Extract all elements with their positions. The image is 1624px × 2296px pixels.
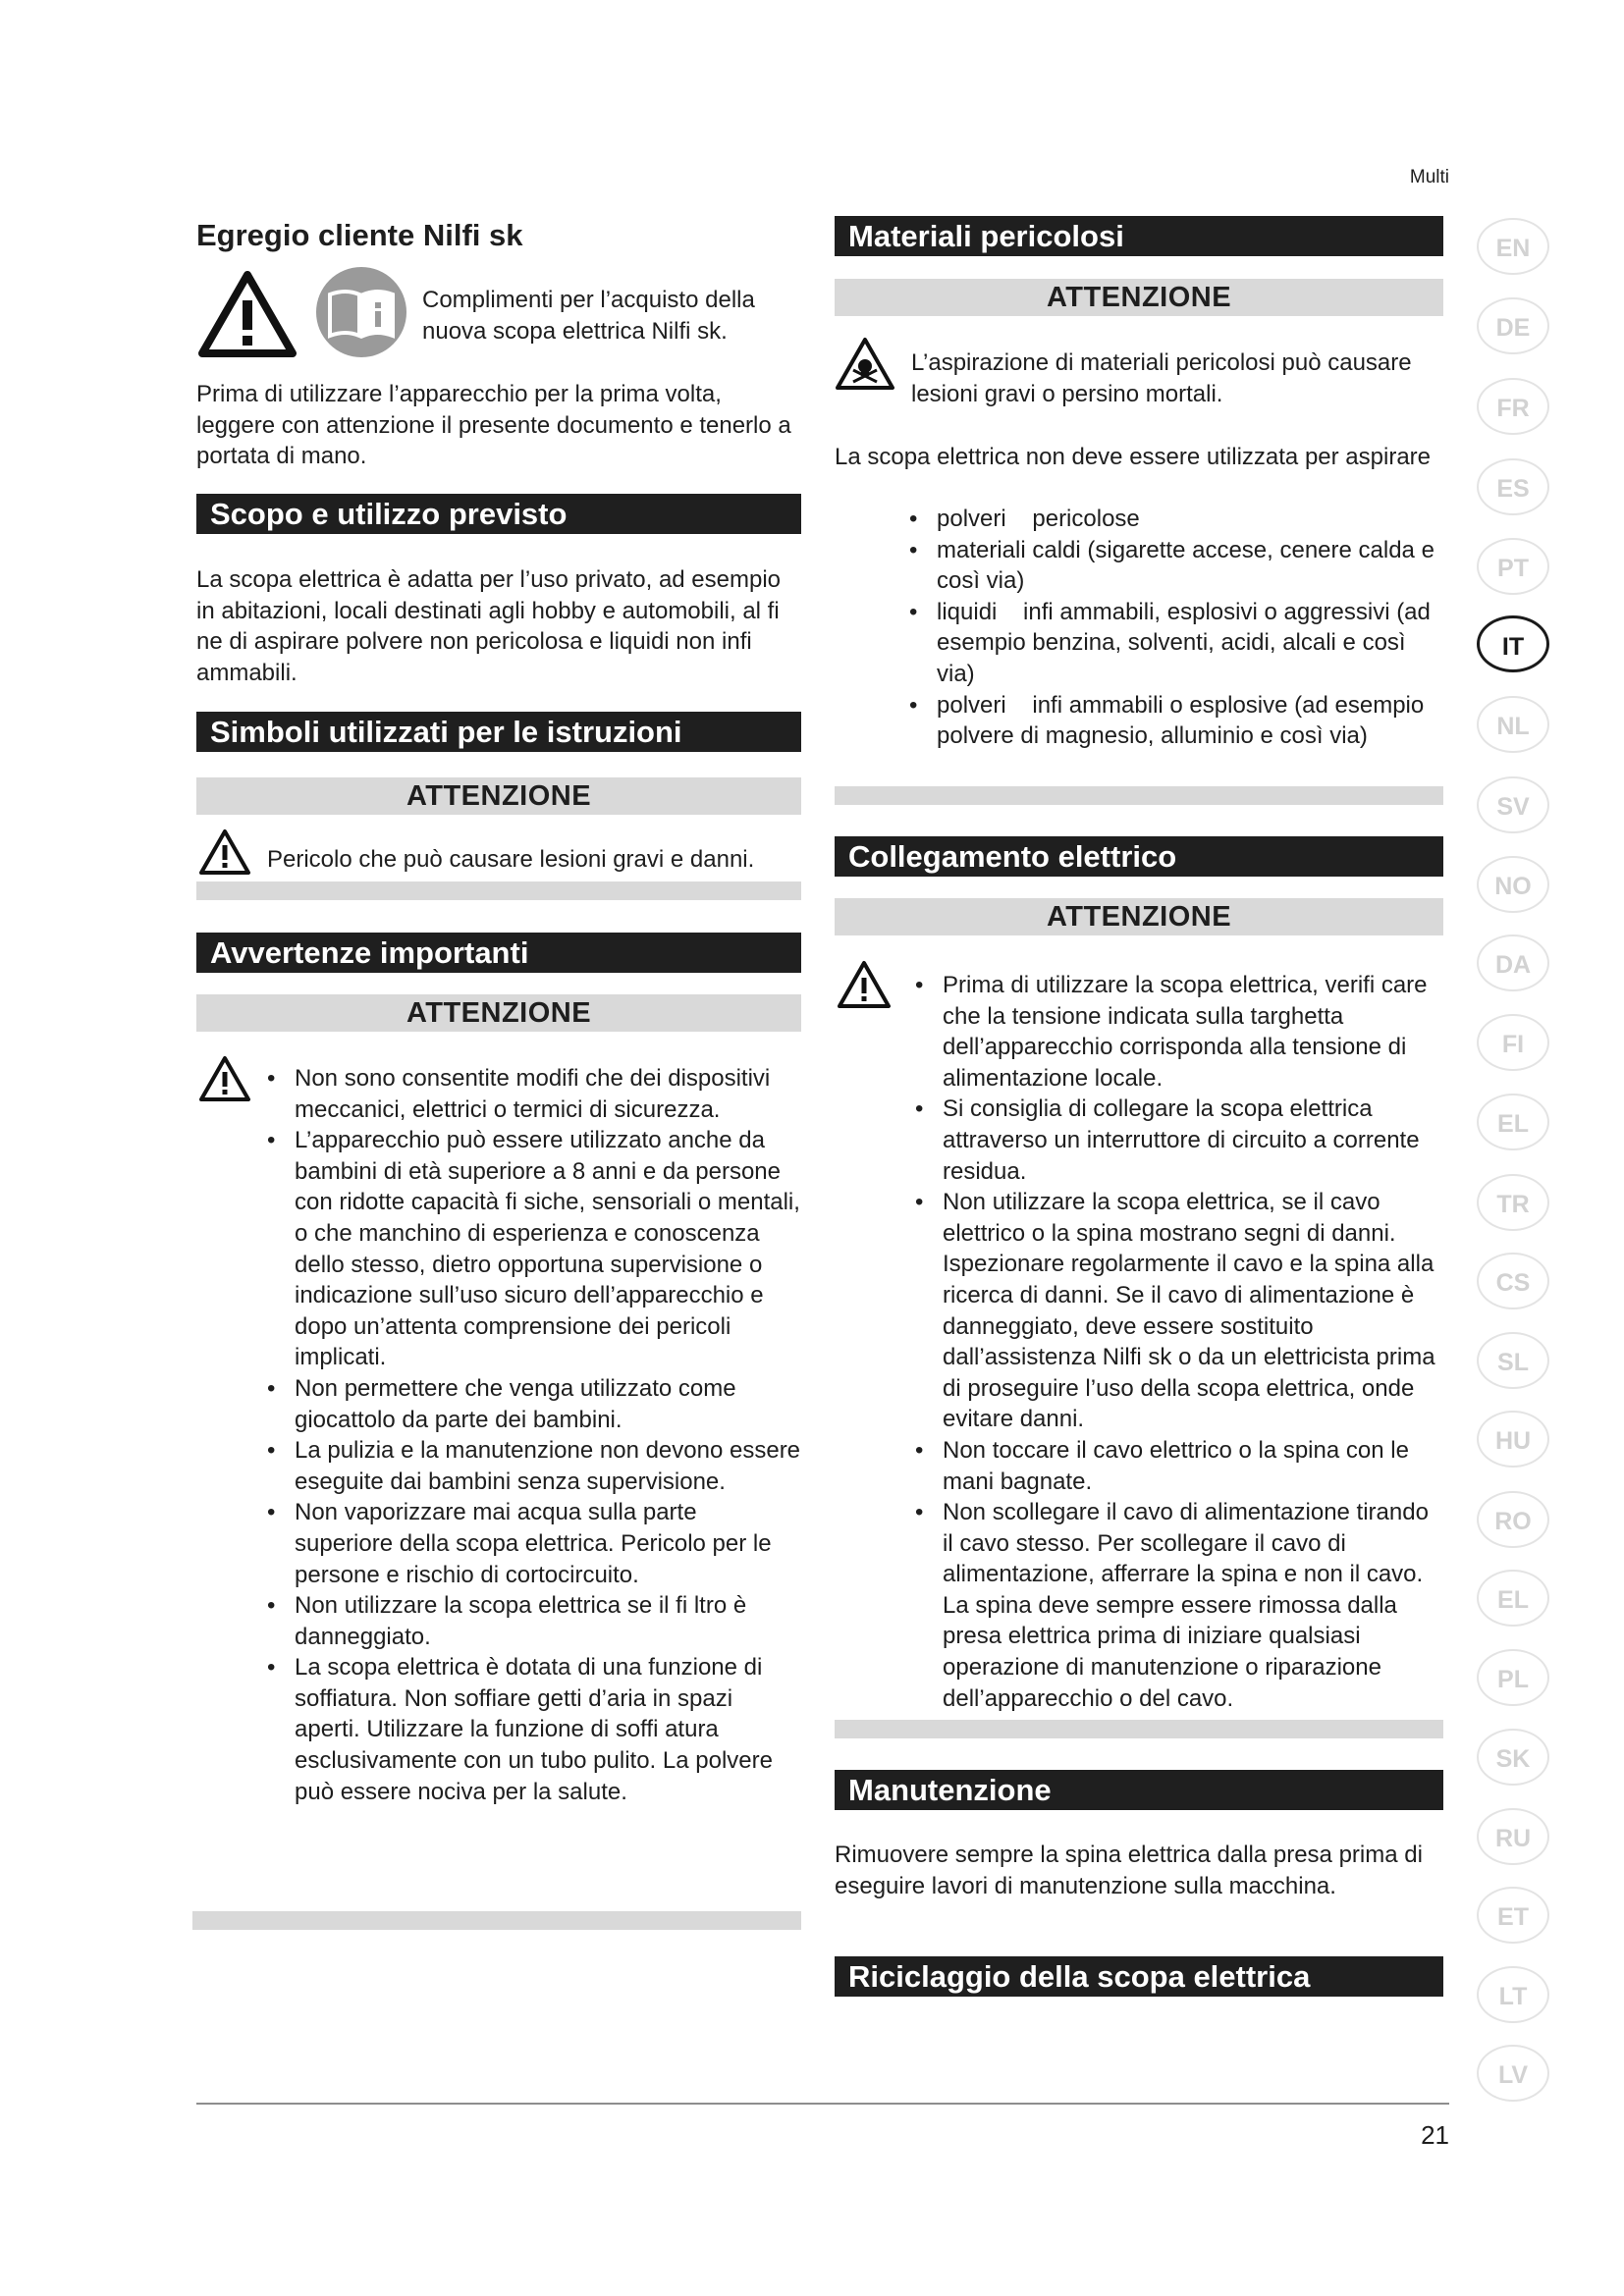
- language-tab-pl[interactable]: PL: [1477, 1649, 1549, 1706]
- section-heading-symbols: Simboli utilizzati per le istruzioni: [196, 712, 801, 752]
- list-item: • polveri pericolose: [897, 504, 1443, 535]
- section-divider: [196, 881, 801, 900]
- list-item: • materiali caldi (sigarette accese, cenere calda e così via): [897, 535, 1443, 597]
- language-tab-sl[interactable]: SL: [1477, 1332, 1549, 1389]
- intro-text: Complimenti per l’acquisto della nuova scopa elettrica Nilfi sk.: [422, 287, 755, 345]
- language-tab-no[interactable]: NO: [1477, 856, 1549, 913]
- section-heading-recycling: Riciclaggio della scopa elettrica: [835, 1956, 1443, 1997]
- attention-banner: ATTENZIONE: [835, 279, 1443, 316]
- language-tab-en[interactable]: EN: [1477, 218, 1549, 275]
- language-tab-es[interactable]: ES: [1477, 458, 1549, 515]
- list-item: • Non utilizzare la scopa elettrica se il fi ltro è danneggiato.: [255, 1590, 801, 1652]
- attention-banner: ATTENZIONE: [196, 994, 801, 1032]
- attention-banner: ATTENZIONE: [835, 898, 1443, 935]
- list-item: • Non vaporizzare mai acqua sulla parte superiore della scopa elettrica. Pericolo per le persone e rischio di cortocircuito.: [255, 1497, 801, 1590]
- language-tab-nl[interactable]: NL: [1477, 696, 1549, 753]
- page-number: 21: [1421, 2120, 1449, 2150]
- list-item: • L’apparecchio può essere utilizzato anche da bambini di età superiore a 8 anni e da persone con ridotte capacità fi siche, sensoriali o mentali, o che manchino di esperienza e conoscenza dello stesso, dietro opportuna supervisione o indicazione sull’uso sicuro dell’apparecchio e dopo un’attenta comprensione dei pericoli implicati.: [255, 1125, 801, 1373]
- list-item: • Non toccare il cavo elettrico o la spina con le mani bagnate.: [903, 1435, 1443, 1497]
- language-tab-el-2[interactable]: EL: [1477, 1570, 1549, 1627]
- language-tab-sk[interactable]: SK: [1477, 1729, 1549, 1786]
- language-tab-sv[interactable]: SV: [1477, 776, 1549, 833]
- warning-icon: [198, 1055, 251, 1102]
- warnings-list: [255, 1063, 801, 1807]
- language-tab-lv[interactable]: LV: [1477, 2045, 1549, 2102]
- list-item: • La scopa elettrica è dotata di una funzione di soffiatura. Non soffiare getti d’aria in spazi aperti. Utilizzare la funzione di soffi atura esclusivamente con un tubo pulito. La polvere può essere nociva per la salute.: [255, 1652, 801, 1807]
- maintenance-text: Rimuovere sempre la spina elettrica dalla presa prima di eseguire lavori di manutenzione sulla macchina.: [835, 1842, 1423, 1899]
- language-tab-ru[interactable]: RU: [1477, 1808, 1549, 1865]
- hazardous-list: [897, 504, 1443, 752]
- header-label: Multi: [1409, 167, 1449, 187]
- language-tab-cs[interactable]: CS: [1477, 1253, 1549, 1309]
- symbols-text: Pericolo che può causare lesioni gravi e danni.: [267, 846, 755, 873]
- language-tab-it[interactable]: IT: [1477, 615, 1549, 672]
- scope-text: La scopa elettrica è adatta per l’uso privato, ad esempio in abitazioni, locali destinati agli hobby e automobili, al fi ne di aspirare polvere non pericolosa e liquidi non infi ammabili.: [196, 566, 782, 686]
- language-tab-et[interactable]: ET: [1477, 1887, 1549, 1944]
- list-item: • Non utilizzare la scopa elettrica, se il cavo elettrico o la spina mostrano segni di danni. Ispezionare regolarmente il cavo e la spina alla ricerca di danni. Se il cavo di alimentazione è danneggiato, deve essere sostituito dall’assistenza Nilfi sk o da un elettricista prima di proseguire l’uso della scopa elettrica, onde evitare danni.: [903, 1187, 1443, 1435]
- list-item: • polveri infi ammabili o esplosive (ad esempio polvere di magnesio, alluminio e così via): [897, 690, 1443, 752]
- language-tab-da[interactable]: DA: [1477, 934, 1549, 991]
- list-item: • Non sono consentite modifi che dei dispositivi meccanici, elettrici o termici di sicurezza.: [255, 1063, 801, 1125]
- hazardous-intro: La scopa elettrica non deve essere utilizzata per aspirare: [835, 444, 1432, 470]
- section-divider: [835, 786, 1443, 805]
- list-item: • liquidi infi ammabili, esplosivi o aggressivi (ad esempio benzina, solventi, acidi, alcali e così via): [897, 597, 1443, 690]
- section-divider: [192, 1911, 801, 1930]
- language-tab-hu[interactable]: HU: [1477, 1411, 1549, 1468]
- section-heading-scope: Scopo e utilizzo previsto: [196, 494, 801, 534]
- section-heading-warnings: Avvertenze importanti: [196, 933, 801, 973]
- list-item: • Si consiglia di collegare la scopa elettrica attraverso un interruttore di circuito a corrente residua.: [903, 1094, 1443, 1187]
- manual-info-icon: [314, 265, 408, 359]
- page-title: Egregio cliente Nilfi sk: [196, 218, 523, 252]
- warning-icon: [198, 271, 297, 357]
- list-item: • Non permettere che venga utilizzato come giocattolo da parte dei bambini.: [255, 1373, 801, 1435]
- language-tab-lt[interactable]: LT: [1477, 1966, 1549, 2023]
- list-item: • Non scollegare il cavo di alimentazione tirando il cavo stesso. Per scollegare il cavo di alimentazione, afferrare la spina e non il cavo. La spina deve sempre essere rimossa dalla presa elettrica prima di iniziare qualsiasi operazione di manutenzione o riparazione dell’apparecchio o del cavo.: [903, 1497, 1443, 1714]
- warning-icon: [198, 828, 251, 876]
- language-tab-de[interactable]: DE: [1477, 297, 1549, 354]
- list-item: • Prima di utilizzare la scopa elettrica, verifi care che la tensione indicata sulla targhetta dell’apparecchio corrisponda alla tensione di alimentazione locale.: [903, 970, 1443, 1094]
- toxic-hazard-icon: [835, 337, 895, 392]
- language-tab-pt[interactable]: PT: [1477, 538, 1549, 595]
- language-tab-fr[interactable]: FR: [1477, 378, 1549, 435]
- section-heading-maintenance: Manutenzione: [835, 1770, 1443, 1810]
- language-tab-tr[interactable]: TR: [1477, 1174, 1549, 1231]
- footer-divider: [196, 2103, 1449, 2105]
- attention-banner: ATTENZIONE: [196, 777, 801, 815]
- section-heading-hazardous: Materiali pericolosi: [835, 216, 1443, 256]
- warning-icon: [837, 960, 892, 1009]
- language-tab-el[interactable]: EL: [1477, 1094, 1549, 1150]
- language-tab-fi[interactable]: FI: [1477, 1014, 1549, 1071]
- language-tab-ro[interactable]: RO: [1477, 1491, 1549, 1548]
- electrical-list: [903, 970, 1443, 1714]
- section-heading-electrical: Collegamento elettrico: [835, 836, 1443, 877]
- section-divider: [835, 1720, 1443, 1738]
- intro-paragraph: Prima di utilizzare l’apparecchio per la prima volta, leggere con attenzione il presente documento e tenerlo a portata di mano.: [196, 381, 791, 470]
- list-item: • La pulizia e la manutenzione non devono essere eseguite dai bambini senza supervisione.: [255, 1435, 801, 1497]
- hazardous-warning-text: L’aspirazione di materiali pericolosi può causare lesioni gravi o persino mortali.: [911, 349, 1412, 407]
